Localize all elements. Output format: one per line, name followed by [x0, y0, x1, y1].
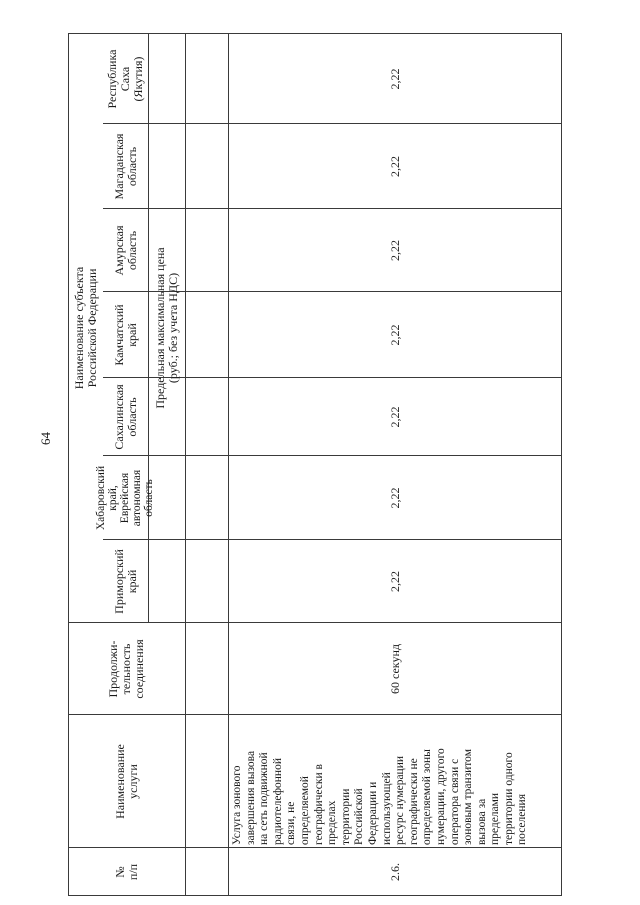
price-khabarovsk: 2,22: [387, 487, 402, 509]
header-num: № п/п: [112, 863, 140, 881]
price-primorsky: 2,22: [387, 571, 402, 592]
header-service: Наименование услуги: [112, 744, 140, 819]
price-sakha: 2,22: [387, 68, 402, 90]
row-service: Услуга зонового завершения вызова на сеть подвижной радиотелефонной связи, не определяемой географически в пределах территории Российской Федерации и использующей ресурс нумерации географически не определяемой зоны нумерации, другого оператора связи с зоновым транзитом вызова за пределами территории одного поселения: [231, 748, 529, 845]
price-kamchatka: 2,22: [387, 324, 402, 346]
header-group-title: Наименование субъекта Российской Федерации: [71, 266, 99, 390]
header-duration: Продолжи- тельность соединения: [106, 639, 146, 699]
price-sakhalin: 2,22: [387, 406, 402, 428]
header-divider: [185, 33, 186, 896]
region-primorsky: Приморский край: [111, 549, 139, 614]
price-magadan: 2,22: [387, 156, 402, 177]
region-khabarovsk: Хабаровский край, Еврейская автономная область: [95, 465, 155, 531]
row-num: 2.6.: [387, 863, 402, 881]
row-duration: 60 секунд: [387, 644, 402, 694]
region-amur: Амурская область: [111, 225, 139, 276]
price-amur: 2,22: [387, 240, 402, 261]
region-sakhalin: Сахалинская область: [111, 384, 139, 450]
region-kamchatka: Камчатский край: [111, 304, 139, 366]
header-price-label: Предельная максимальная цена (руб.; без учета НДС): [152, 247, 180, 409]
page-number: 64: [38, 432, 53, 445]
region-sakha: Республика Саха (Якутия): [105, 49, 145, 109]
tariff-table: [68, 33, 562, 896]
region-magadan: Магаданская область: [111, 133, 139, 200]
